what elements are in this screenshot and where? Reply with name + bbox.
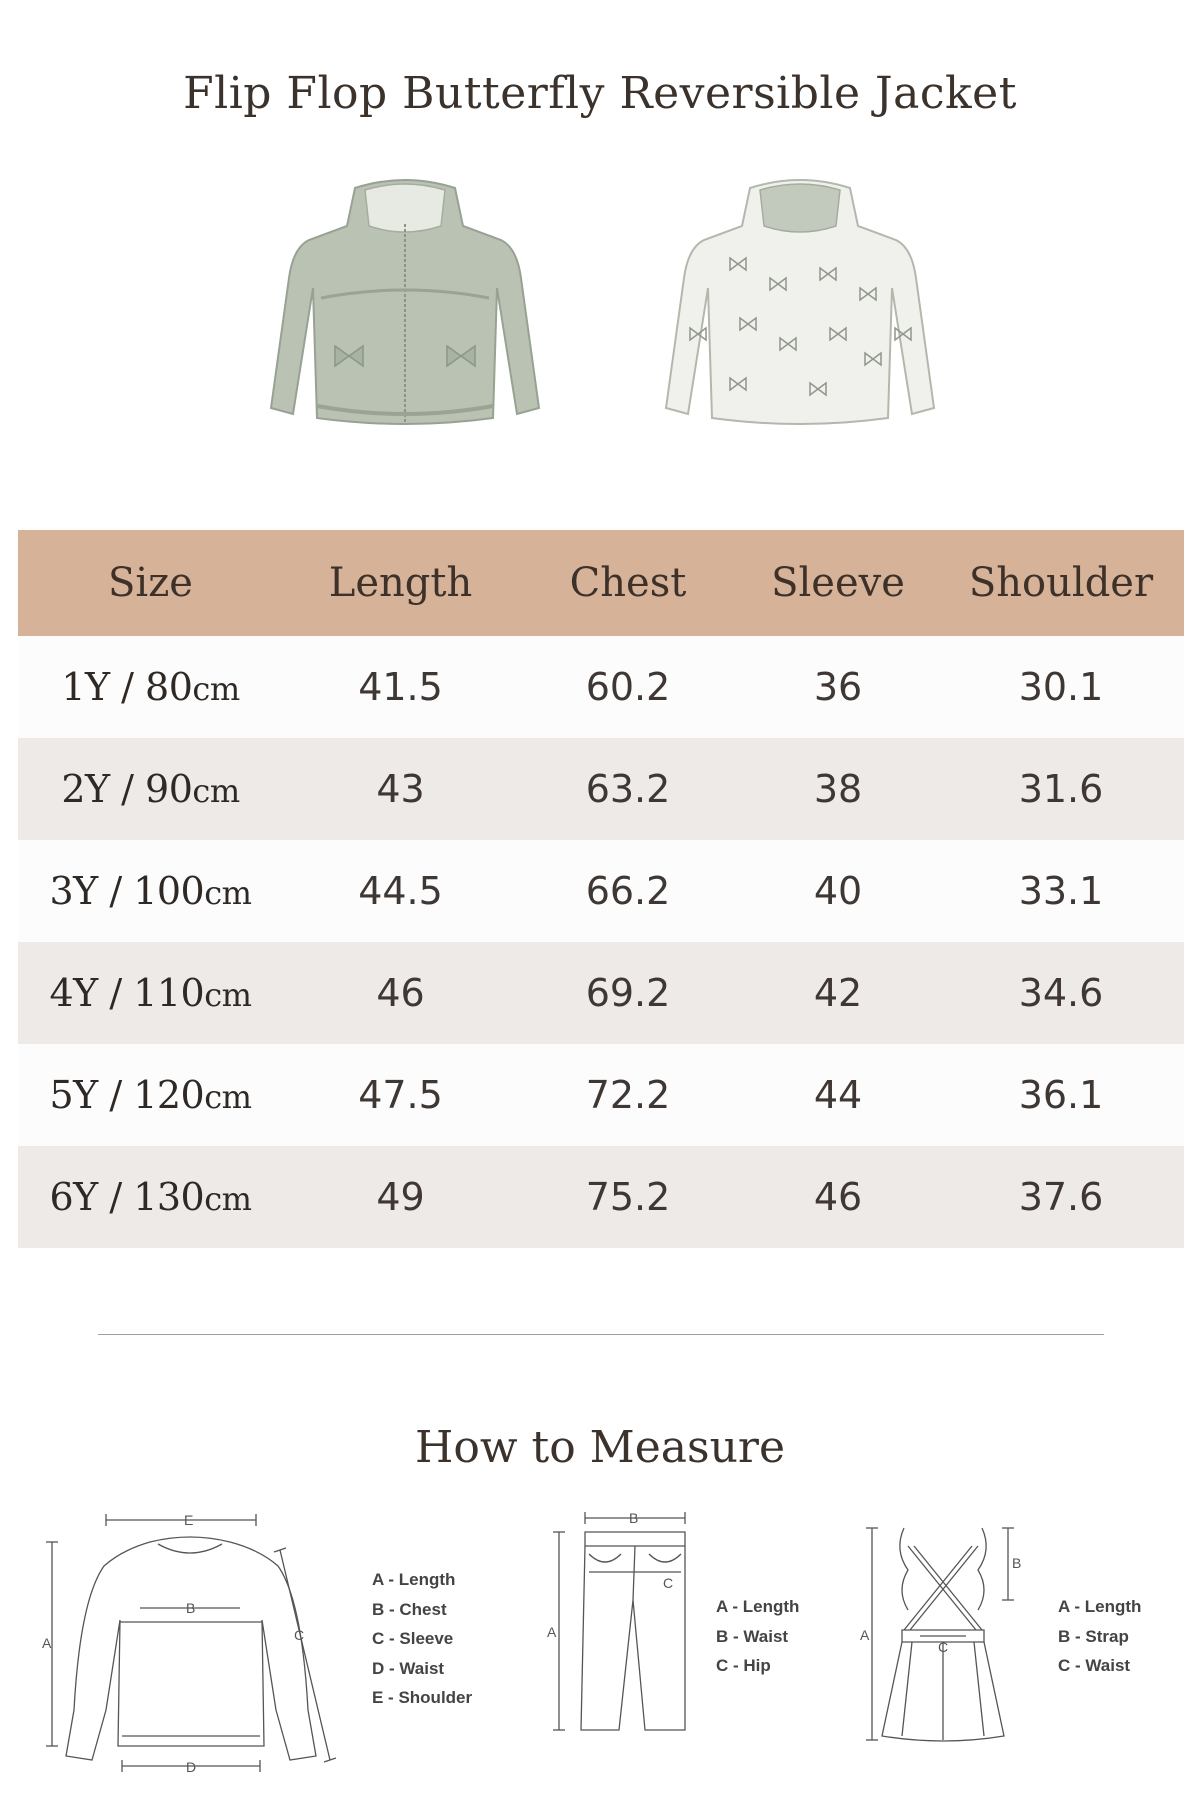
sleeve-cell: 38: [738, 738, 938, 840]
section-divider: [98, 1334, 1104, 1335]
pants-label-b: B: [629, 1510, 639, 1526]
legend-item: D - Waist: [372, 1658, 445, 1678]
legend-item: C - Hip: [716, 1656, 771, 1675]
top-label-c: C: [294, 1627, 305, 1643]
size-unit: cm: [204, 976, 252, 1014]
legend-item: C - Waist: [1058, 1656, 1131, 1675]
pants-label-c: C: [663, 1575, 674, 1591]
green-jacket-image: [265, 178, 545, 438]
legend-item: E - Shoulder: [372, 1688, 473, 1707]
size-unit: cm: [204, 1078, 252, 1116]
chest-cell: 75.2: [518, 1146, 738, 1248]
legend-item: B - Strap: [1058, 1626, 1129, 1646]
size-unit: cm: [204, 1180, 252, 1218]
table-header-row: [18, 530, 1184, 636]
length-cell: 44.5: [283, 840, 518, 942]
skirt-label-a: A: [860, 1627, 870, 1643]
header-sleeve: Sleeve: [738, 530, 938, 636]
header-shoulder: Shoulder: [938, 530, 1184, 636]
size-cell: [18, 840, 283, 942]
size-label: 6Y / 130: [49, 1175, 205, 1219]
sleeve-cell: 42: [738, 942, 938, 1044]
top-label-d: D: [186, 1759, 197, 1775]
chest-cell: 60.2: [518, 636, 738, 738]
pants-measure-diagram: [545, 1510, 695, 1760]
size-label: 3Y / 100: [49, 869, 205, 913]
chest-cell: 63.2: [518, 738, 738, 840]
size-label: 2Y / 90: [61, 767, 193, 811]
size-unit: cm: [192, 670, 240, 708]
shoulder-cell: 30.1: [938, 636, 1184, 738]
size-label: 1Y / 80: [61, 665, 193, 709]
size-label: 4Y / 110: [49, 971, 205, 1015]
sleeve-cell: 46: [738, 1146, 938, 1248]
length-cell: 47.5: [283, 1044, 518, 1146]
length-cell: 49: [283, 1146, 518, 1248]
size-unit: cm: [192, 772, 240, 810]
size-label: 5Y / 120: [49, 1073, 205, 1117]
table-row: [18, 636, 1184, 738]
length-cell: 46: [283, 942, 518, 1044]
table-row: [18, 1044, 1184, 1146]
pants-label-a: A: [547, 1624, 557, 1640]
page-title: Flip Flop Butterfly Reversible Jacket: [183, 68, 1017, 119]
sleeve-cell: 40: [738, 840, 938, 942]
shoulder-cell: 36.1: [938, 1044, 1184, 1146]
skirt-legend: [1058, 1592, 1141, 1681]
size-cell: [18, 1044, 283, 1146]
size-cell: [18, 942, 283, 1044]
size-unit: cm: [204, 874, 252, 912]
printed-jacket-image: [660, 178, 940, 438]
table-row: [18, 738, 1184, 840]
shoulder-cell: 34.6: [938, 942, 1184, 1044]
header-size: Size: [18, 530, 283, 636]
skirt-label-b: B: [1012, 1555, 1022, 1571]
top-label-b: B: [186, 1600, 196, 1616]
size-cell: [18, 636, 283, 738]
top-label-e: E: [184, 1512, 194, 1528]
length-cell: 41.5: [283, 636, 518, 738]
table-row: [18, 942, 1184, 1044]
legend-item: A - Length: [372, 1570, 456, 1589]
how-to-measure-title: How to Measure: [415, 1422, 785, 1473]
top-label-a: A: [42, 1635, 52, 1651]
top-legend: [372, 1565, 472, 1713]
legend-item: A - Length: [1058, 1597, 1142, 1616]
product-images: [0, 178, 1200, 448]
legend-item: B - Waist: [716, 1626, 789, 1646]
size-cell: [18, 1146, 283, 1248]
shoulder-cell: 37.6: [938, 1146, 1184, 1248]
size-cell: [18, 738, 283, 840]
length-cell: 43: [283, 738, 518, 840]
header-chest: Chest: [518, 530, 738, 636]
shoulder-cell: 31.6: [938, 738, 1184, 840]
skirt-measure-diagram: [858, 1510, 1028, 1760]
table-row: [18, 1146, 1184, 1248]
chest-cell: 72.2: [518, 1044, 738, 1146]
table-row: [18, 840, 1184, 942]
header-length: Length: [283, 530, 518, 636]
skirt-label-c: C: [938, 1639, 949, 1655]
legend-item: B - Chest: [372, 1599, 447, 1619]
legend-item: A - Length: [716, 1597, 800, 1616]
sleeve-cell: 36: [738, 636, 938, 738]
chest-cell: 66.2: [518, 840, 738, 942]
legend-item: C - Sleeve: [372, 1629, 454, 1648]
shoulder-cell: 33.1: [938, 840, 1184, 942]
sleeve-cell: 44: [738, 1044, 938, 1146]
top-measure-diagram: [40, 1510, 340, 1780]
chest-cell: 69.2: [518, 942, 738, 1044]
size-chart-table: [18, 530, 1184, 1248]
pants-legend: [716, 1592, 799, 1681]
